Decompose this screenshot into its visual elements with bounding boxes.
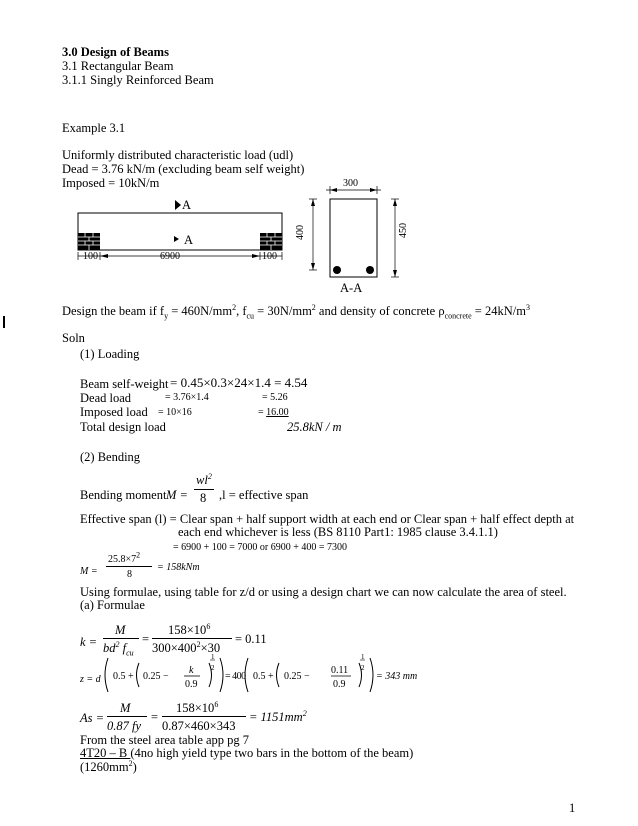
m-result: = 158kNm	[157, 562, 200, 573]
k-numerator-1: M	[115, 623, 126, 637]
m-numerator: $25.8\times 7^2$	[108, 550, 141, 565]
self-weight-label: Beam self-weight	[80, 377, 169, 391]
m-denominator: 8	[127, 569, 132, 580]
m-lhs: M =	[80, 566, 98, 577]
bars-line: 4T20 – B (4no high yield type two bars in the bottom of the beam)	[80, 746, 414, 760]
dead-load-result: = 5.26	[262, 392, 288, 403]
as-fraction-bar-1	[107, 716, 147, 717]
subsection-title: 3.1 Rectangular Beam	[62, 59, 174, 73]
dim-right-support: 100	[262, 251, 277, 262]
k-result: = 0.11	[235, 632, 267, 646]
section-label: A-A	[340, 281, 363, 295]
effective-span-line1: Effective span (l) = Clear span + half support width at each end or Clear span + half effect depth at	[80, 512, 575, 526]
as-fraction-bar-2	[162, 716, 246, 717]
imposed-load-expr: = 10×16	[158, 407, 192, 418]
effective-span-calc: = 6900 + 100 = 7000 or 6900 + 400 = 7300	[173, 542, 348, 553]
imposed-load-line: Imposed = 10kN/m	[62, 176, 160, 190]
page-number: 1	[569, 801, 576, 815]
k-lhs: k =	[80, 635, 98, 649]
dead-load-label: Dead load	[80, 391, 132, 405]
formulae-intro: Using formulae, using table for z/d or using a design chart we can now calculate the area of steel.	[80, 585, 567, 599]
z-frac2-num: 0.11	[331, 665, 349, 676]
dim-left-support: 100	[83, 251, 98, 262]
dead-load-line: Dead = 3.76 kN/m (excluding beam self weight)	[62, 162, 305, 176]
bm-numerator: $wl^2$	[196, 471, 212, 487]
dim-effective-depth: 400	[295, 225, 306, 240]
dim-section-width: 300	[343, 178, 358, 189]
solution-label: Soln	[62, 331, 85, 345]
self-weight-expr: = 0.45×0.3×24×1.4 = 4.54	[170, 375, 308, 390]
bm-tail: ,l = effective span	[219, 488, 309, 502]
total-load-value: 25.8kN / m	[287, 420, 342, 434]
z-frac-num: k	[189, 665, 194, 676]
z-result: = 343 mm	[376, 671, 418, 682]
subsubsection-title: 3.1.1 Singly Reinforced Beam	[62, 73, 214, 87]
z-lhs: z = d	[80, 674, 101, 685]
z-mid: = 400	[225, 671, 246, 682]
z-exp-num: 1	[211, 653, 215, 661]
as-denominator-2: 0.87×460×343	[162, 719, 236, 733]
bm-denominator: 8	[200, 491, 207, 505]
dead-load-expr: = 3.76×1.4	[165, 392, 209, 403]
z-term4: 0.25 −	[284, 671, 310, 682]
design-statement: Design the beam if $f_y = 460N/mm^2$, $f_{cu} = 30N/mm^2$ and density of concrete $\rho_{concrete} = 24kN/m^3$	[62, 302, 530, 321]
as-lhs: As =	[80, 711, 105, 725]
steel-table-line: From the steel area table app pg 7	[80, 733, 250, 747]
z-exp2-den: 2	[361, 664, 365, 672]
formulae-heading: (a) Formulae	[80, 598, 145, 612]
as-denominator-1: 0.87 fy	[107, 719, 142, 733]
z-term2: 0.25 −	[143, 671, 169, 682]
bm-label: Bending moment	[80, 488, 167, 502]
bm-lhs: M =	[166, 488, 188, 502]
total-load-label: Total design load	[80, 420, 166, 434]
example-label: Example 3.1	[62, 121, 126, 135]
as-equals: =	[151, 710, 159, 724]
z-term3: 0.5 +	[253, 671, 274, 682]
loading-heading: (1) Loading	[80, 347, 140, 361]
z-frac-den: 0.9	[185, 679, 198, 690]
area-provided-line: $(1260mm^2)$	[80, 758, 137, 774]
dim-overall-depth: 450	[398, 223, 409, 238]
as-result: = $1151mm^2$	[249, 708, 307, 724]
z-exp2-num: 1	[361, 653, 365, 661]
imposed-load-label: Imposed load	[80, 405, 148, 419]
k-denominator-2: $300\times 400^2\times 30$	[152, 639, 221, 655]
bending-heading: (2) Bending	[80, 450, 141, 464]
udl-line: Uniformly distributed characteristic load (udl)	[62, 148, 294, 162]
imposed-load-result: = 16.00	[258, 407, 289, 418]
section-mark-top: A	[182, 198, 192, 212]
section-mark-mid: A	[184, 233, 194, 247]
z-exp-den: 2	[211, 664, 215, 672]
dim-clear-span: 6900	[160, 251, 180, 262]
as-numerator-2: $158\times 10^6$	[176, 699, 219, 715]
z-term1: 0.5 +	[113, 671, 134, 682]
k-numerator-2: $158\times 10^6$	[168, 621, 211, 637]
k-equals: =	[142, 632, 150, 646]
z-frac2-den: 0.9	[333, 679, 346, 690]
k-denominator-1: $bd^2$ $f_{cu}$	[103, 639, 134, 658]
as-numerator-1: M	[120, 701, 131, 715]
section-title: 3.0 Design of Beams	[62, 45, 169, 59]
effective-span-line2: each end whichever is less (BS 8110 Part1: 1985 clause 3.4.1.1)	[178, 525, 498, 539]
